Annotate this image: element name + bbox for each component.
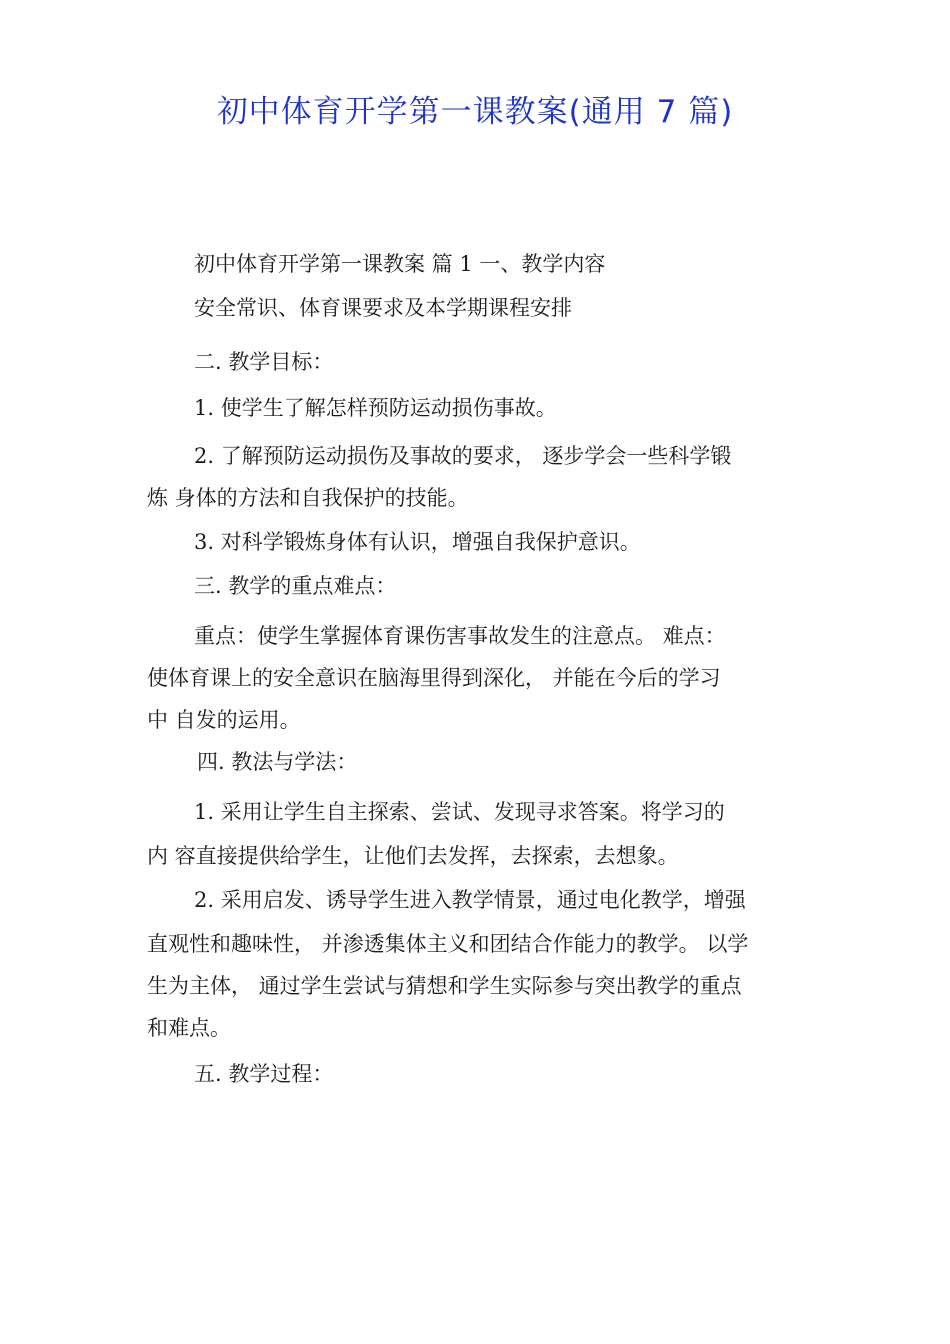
section-heading-line: 初中体育开学第一课教案 篇 1 一、教学内容 [194,252,606,276]
paragraph-line: 使体育课上的安全意识在脑海里得到深化， 并能在今后的学习 [147,666,721,690]
document-title: 初中体育开学第一课教案(通用 7 篇) [216,94,734,130]
section-heading-line: 三. 教学的重点难点： [194,574,397,598]
section-heading-line: 二. 教学目标： [194,350,334,374]
paragraph-line: 1. 使学生了解怎样预防运动损伤事故。 [194,396,557,420]
paragraph-line: 直观性和趣味性， 并渗透集体主义和团结合作能力的教学。 以学 [147,932,749,956]
paragraph-line: 中 自发的运用。 [147,708,301,732]
paragraph-line: 3. 对科学锻炼身体有认识，增强自我保护意识。 [194,530,641,554]
paragraph-line: 内 容直接提供给学生，让他们去发挥，去探索，去想象。 [147,844,679,868]
paragraph-line: 和难点。 [147,1016,231,1040]
paragraph-line: 生为主体， 通过学生尝试与猜想和学生实际参与突出教学的重点 [147,974,742,998]
paragraph-line: 重点：使学生掌握体育课伤害事故发生的注意点。 难点： [194,624,726,648]
paragraph-line: 1. 采用让学生自主探索、尝试、发现寻求答案。将学习的 [194,800,725,824]
section-heading-line: 四. 教法与学法： [197,750,358,774]
paragraph-line: 2. 了解预防运动损伤及事故的要求， 逐步学会一些科学锻 [194,444,732,468]
paragraph-line: 安全常识、体育课要求及本学期课程安排 [194,296,572,320]
paragraph-line: 2. 采用启发、诱导学生进入教学情景，通过电化教学，增强 [194,888,746,912]
section-heading-line: 五. 教学过程： [194,1062,334,1086]
paragraph-line: 炼 身体的方法和自我保护的技能。 [147,486,469,510]
